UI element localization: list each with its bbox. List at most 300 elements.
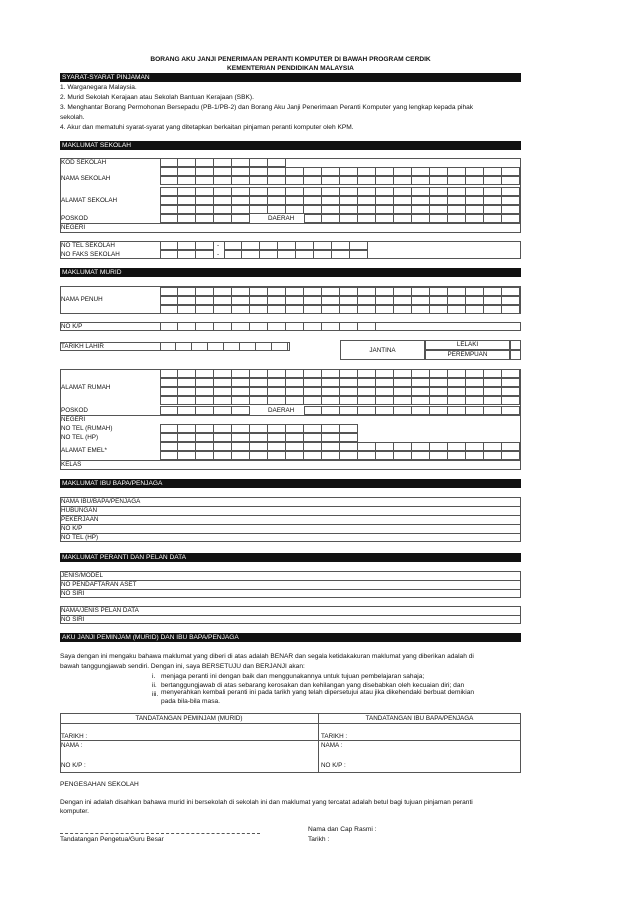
input-cell[interactable] <box>214 187 232 196</box>
input-cell[interactable] <box>196 241 214 250</box>
input-cell[interactable] <box>160 205 178 214</box>
input-cell[interactable] <box>394 187 412 196</box>
input-cell[interactable] <box>160 378 178 387</box>
emel-input-2[interactable] <box>160 451 520 460</box>
input-cell[interactable] <box>484 187 502 196</box>
input-cell[interactable] <box>322 176 340 185</box>
input-cell[interactable] <box>232 187 250 196</box>
input-cell[interactable] <box>268 451 286 460</box>
input-cell[interactable] <box>214 442 232 451</box>
input-cell[interactable] <box>250 187 268 196</box>
input-cell[interactable] <box>502 176 520 185</box>
input-cell[interactable] <box>304 442 322 451</box>
input-cell[interactable] <box>358 205 376 214</box>
input-cell[interactable] <box>502 187 520 196</box>
nokp-murid-input[interactable] <box>160 322 376 331</box>
input-cell[interactable] <box>196 451 214 460</box>
input-cell[interactable] <box>304 167 322 176</box>
input-cell[interactable] <box>240 342 256 351</box>
input-cell[interactable] <box>412 196 430 205</box>
input-cell[interactable] <box>196 378 214 387</box>
input-cell[interactable] <box>448 176 466 185</box>
input-cell[interactable] <box>484 176 502 185</box>
input-cell[interactable] <box>448 214 466 223</box>
input-cell[interactable] <box>430 305 448 314</box>
input-cell[interactable] <box>484 205 502 214</box>
tel-sekolah-prefix[interactable] <box>160 241 214 250</box>
input-cell[interactable] <box>178 305 196 314</box>
input-cell[interactable] <box>178 214 196 223</box>
input-cell[interactable] <box>304 451 322 460</box>
input-cell[interactable] <box>160 369 178 378</box>
input-cell[interactable] <box>430 387 448 396</box>
input-cell[interactable] <box>304 378 322 387</box>
input-cell[interactable] <box>196 406 214 415</box>
input-cell[interactable] <box>322 287 340 296</box>
input-cell[interactable] <box>448 451 466 460</box>
input-cell[interactable] <box>448 287 466 296</box>
input-cell[interactable] <box>412 442 430 451</box>
input-cell[interactable] <box>286 451 304 460</box>
input-cell[interactable] <box>196 369 214 378</box>
input-cell[interactable] <box>448 369 466 378</box>
input-cell[interactable] <box>340 176 358 185</box>
input-cell[interactable] <box>160 196 178 205</box>
input-cell[interactable] <box>286 378 304 387</box>
input-cell[interactable] <box>286 305 304 314</box>
input-cell[interactable] <box>304 187 322 196</box>
input-cell[interactable] <box>232 396 250 405</box>
input-cell[interactable] <box>178 442 196 451</box>
input-cell[interactable] <box>484 387 502 396</box>
input-cell[interactable] <box>376 287 394 296</box>
input-cell[interactable] <box>268 369 286 378</box>
input-cell[interactable] <box>214 214 232 223</box>
input-cell[interactable] <box>304 214 322 223</box>
input-cell[interactable] <box>340 187 358 196</box>
input-cell[interactable] <box>196 433 214 442</box>
input-cell[interactable] <box>286 167 304 176</box>
input-cell[interactable] <box>232 205 250 214</box>
input-cell[interactable] <box>340 287 358 296</box>
input-cell[interactable] <box>196 442 214 451</box>
input-cell[interactable] <box>250 378 268 387</box>
input-cell[interactable] <box>394 451 412 460</box>
input-cell[interactable] <box>268 305 286 314</box>
input-cell[interactable] <box>286 205 304 214</box>
input-cell[interactable] <box>394 196 412 205</box>
input-cell[interactable] <box>484 406 502 415</box>
input-cell[interactable] <box>178 396 196 405</box>
input-cell[interactable] <box>340 322 358 331</box>
input-cell[interactable] <box>358 287 376 296</box>
input-cell[interactable] <box>466 451 484 460</box>
input-cell[interactable] <box>196 296 214 305</box>
input-cell[interactable] <box>376 176 394 185</box>
input-cell[interactable] <box>340 369 358 378</box>
input-cell[interactable] <box>196 205 214 214</box>
input-cell[interactable] <box>376 205 394 214</box>
input-cell[interactable] <box>192 342 208 351</box>
input-cell[interactable] <box>250 451 268 460</box>
input-cell[interactable] <box>260 250 278 259</box>
input-cell[interactable] <box>412 176 430 185</box>
input-cell[interactable] <box>160 424 178 433</box>
input-cell[interactable] <box>322 296 340 305</box>
input-cell[interactable] <box>430 451 448 460</box>
input-cell[interactable] <box>196 250 214 259</box>
input-cell[interactable] <box>304 396 322 405</box>
input-cell[interactable] <box>250 158 268 167</box>
input-cell[interactable] <box>340 442 358 451</box>
input-cell[interactable] <box>466 167 484 176</box>
input-cell[interactable] <box>214 287 232 296</box>
input-cell[interactable] <box>196 305 214 314</box>
input-cell[interactable] <box>430 396 448 405</box>
perempuan-checkbox[interactable] <box>510 350 521 360</box>
input-cell[interactable] <box>196 187 214 196</box>
input-cell[interactable] <box>268 296 286 305</box>
input-cell[interactable] <box>160 396 178 405</box>
input-cell[interactable] <box>350 250 368 259</box>
input-cell[interactable] <box>466 305 484 314</box>
input-cell[interactable] <box>412 296 430 305</box>
input-cell[interactable] <box>242 250 260 259</box>
input-cell[interactable] <box>430 167 448 176</box>
input-cell[interactable] <box>296 250 314 259</box>
input-cell[interactable] <box>160 387 178 396</box>
input-cell[interactable] <box>232 369 250 378</box>
input-cell[interactable] <box>160 305 178 314</box>
input-cell[interactable] <box>448 187 466 196</box>
input-cell[interactable] <box>268 176 286 185</box>
input-cell[interactable] <box>160 176 178 185</box>
input-cell[interactable] <box>250 305 268 314</box>
input-cell[interactable] <box>214 296 232 305</box>
input-cell[interactable] <box>160 451 178 460</box>
input-cell[interactable] <box>332 250 350 259</box>
input-cell[interactable] <box>232 296 250 305</box>
input-cell[interactable] <box>322 433 340 442</box>
input-cell[interactable] <box>304 287 322 296</box>
input-cell[interactable] <box>466 196 484 205</box>
nama-sekolah-input-2[interactable] <box>160 176 520 185</box>
alamat-sekolah-input-2[interactable] <box>160 196 520 205</box>
input-cell[interactable] <box>232 167 250 176</box>
input-cell[interactable] <box>232 406 250 415</box>
input-cell[interactable] <box>502 167 520 176</box>
input-cell[interactable] <box>322 424 340 433</box>
input-cell[interactable] <box>214 387 232 396</box>
input-cell[interactable] <box>178 424 196 433</box>
alamat-rumah-input-1[interactable] <box>160 369 520 378</box>
input-cell[interactable] <box>376 196 394 205</box>
input-cell[interactable] <box>286 442 304 451</box>
input-cell[interactable] <box>412 378 430 387</box>
input-cell[interactable] <box>394 205 412 214</box>
input-cell[interactable] <box>412 205 430 214</box>
input-cell[interactable] <box>322 187 340 196</box>
input-cell[interactable] <box>376 406 394 415</box>
input-cell[interactable] <box>394 378 412 387</box>
input-cell[interactable] <box>376 369 394 378</box>
input-cell[interactable] <box>376 387 394 396</box>
input-cell[interactable] <box>286 424 304 433</box>
input-cell[interactable] <box>448 406 466 415</box>
input-cell[interactable] <box>160 433 178 442</box>
input-cell[interactable] <box>232 424 250 433</box>
input-cell[interactable] <box>430 205 448 214</box>
alamat-sekolah-input-3[interactable] <box>160 205 520 214</box>
input-cell[interactable] <box>358 305 376 314</box>
faks-sekolah-number[interactable] <box>224 250 368 259</box>
input-cell[interactable] <box>358 214 376 223</box>
input-cell[interactable] <box>340 433 358 442</box>
input-cell[interactable] <box>322 451 340 460</box>
tarikh-lahir-input[interactable] <box>160 342 288 351</box>
input-cell[interactable] <box>358 387 376 396</box>
input-cell[interactable] <box>466 442 484 451</box>
input-cell[interactable] <box>502 406 520 415</box>
input-cell[interactable] <box>196 167 214 176</box>
input-cell[interactable] <box>412 387 430 396</box>
poskod-rumah-input[interactable] <box>160 406 250 415</box>
input-cell[interactable] <box>322 322 340 331</box>
input-cell[interactable] <box>322 305 340 314</box>
input-cell[interactable] <box>250 369 268 378</box>
input-cell[interactable] <box>232 451 250 460</box>
input-cell[interactable] <box>286 396 304 405</box>
alamat-rumah-input-3[interactable] <box>160 387 520 396</box>
input-cell[interactable] <box>178 378 196 387</box>
input-cell[interactable] <box>484 196 502 205</box>
input-cell[interactable] <box>214 406 232 415</box>
daerah-rumah-input[interactable] <box>304 406 520 415</box>
input-cell[interactable] <box>412 167 430 176</box>
input-cell[interactable] <box>358 396 376 405</box>
input-cell[interactable] <box>502 378 520 387</box>
input-cell[interactable] <box>430 406 448 415</box>
input-cell[interactable] <box>466 369 484 378</box>
input-cell[interactable] <box>296 241 314 250</box>
input-cell[interactable] <box>160 214 178 223</box>
input-cell[interactable] <box>358 196 376 205</box>
input-cell[interactable] <box>358 322 376 331</box>
input-cell[interactable] <box>448 296 466 305</box>
input-cell[interactable] <box>160 158 178 167</box>
input-cell[interactable] <box>268 442 286 451</box>
input-cell[interactable] <box>484 296 502 305</box>
input-cell[interactable] <box>448 387 466 396</box>
input-cell[interactable] <box>376 442 394 451</box>
input-cell[interactable] <box>322 205 340 214</box>
input-cell[interactable] <box>250 205 268 214</box>
input-cell[interactable] <box>196 176 214 185</box>
input-cell[interactable] <box>250 167 268 176</box>
input-cell[interactable] <box>214 378 232 387</box>
input-cell[interactable] <box>178 406 196 415</box>
input-cell[interactable] <box>430 378 448 387</box>
input-cell[interactable] <box>268 378 286 387</box>
input-cell[interactable] <box>466 396 484 405</box>
input-cell[interactable] <box>466 296 484 305</box>
input-cell[interactable] <box>214 205 232 214</box>
nama-penuh-input-3[interactable] <box>160 305 520 314</box>
input-cell[interactable] <box>268 187 286 196</box>
input-cell[interactable] <box>178 322 196 331</box>
input-cell[interactable] <box>358 451 376 460</box>
input-cell[interactable] <box>412 406 430 415</box>
input-cell[interactable] <box>178 369 196 378</box>
input-cell[interactable] <box>322 442 340 451</box>
input-cell[interactable] <box>502 205 520 214</box>
daerah-sekolah-input[interactable] <box>304 214 520 223</box>
input-cell[interactable] <box>304 296 322 305</box>
input-cell[interactable] <box>214 167 232 176</box>
input-cell[interactable] <box>358 442 376 451</box>
input-cell[interactable] <box>214 424 232 433</box>
input-cell[interactable] <box>286 387 304 396</box>
input-cell[interactable] <box>376 396 394 405</box>
input-cell[interactable] <box>466 187 484 196</box>
nama-sekolah-input-1[interactable] <box>160 167 520 176</box>
input-cell[interactable] <box>196 424 214 433</box>
input-cell[interactable] <box>394 214 412 223</box>
input-cell[interactable] <box>304 196 322 205</box>
input-cell[interactable] <box>340 406 358 415</box>
input-cell[interactable] <box>250 387 268 396</box>
input-cell[interactable] <box>340 451 358 460</box>
input-cell[interactable] <box>502 396 520 405</box>
input-cell[interactable] <box>250 424 268 433</box>
input-cell[interactable] <box>286 296 304 305</box>
input-cell[interactable] <box>268 287 286 296</box>
input-cell[interactable] <box>268 196 286 205</box>
input-cell[interactable] <box>466 214 484 223</box>
input-cell[interactable] <box>502 214 520 223</box>
input-cell[interactable] <box>160 406 178 415</box>
input-cell[interactable] <box>160 187 178 196</box>
input-cell[interactable] <box>502 287 520 296</box>
input-cell[interactable] <box>502 196 520 205</box>
input-cell[interactable] <box>430 214 448 223</box>
input-cell[interactable] <box>214 176 232 185</box>
input-cell[interactable] <box>304 424 322 433</box>
input-cell[interactable] <box>286 176 304 185</box>
input-cell[interactable] <box>484 369 502 378</box>
input-cell[interactable] <box>178 296 196 305</box>
input-cell[interactable] <box>466 387 484 396</box>
input-cell[interactable] <box>224 342 240 351</box>
input-cell[interactable] <box>466 176 484 185</box>
input-cell[interactable] <box>340 214 358 223</box>
input-cell[interactable] <box>160 322 178 331</box>
input-cell[interactable] <box>232 442 250 451</box>
input-cell[interactable] <box>502 451 520 460</box>
input-cell[interactable] <box>304 305 322 314</box>
input-cell[interactable] <box>214 322 232 331</box>
input-cell[interactable] <box>256 342 272 351</box>
input-cell[interactable] <box>430 196 448 205</box>
input-cell[interactable] <box>466 205 484 214</box>
input-cell[interactable] <box>178 158 196 167</box>
input-cell[interactable] <box>358 167 376 176</box>
input-cell[interactable] <box>322 369 340 378</box>
input-cell[interactable] <box>322 378 340 387</box>
input-cell[interactable] <box>304 369 322 378</box>
input-cell[interactable] <box>502 305 520 314</box>
input-cell[interactable] <box>250 287 268 296</box>
input-cell[interactable] <box>394 296 412 305</box>
input-cell[interactable] <box>178 241 196 250</box>
input-cell[interactable] <box>484 378 502 387</box>
input-cell[interactable] <box>160 250 178 259</box>
input-cell[interactable] <box>286 369 304 378</box>
input-cell[interactable] <box>314 241 332 250</box>
input-cell[interactable] <box>484 305 502 314</box>
input-cell[interactable] <box>322 396 340 405</box>
input-cell[interactable] <box>350 241 368 250</box>
input-cell[interactable] <box>178 451 196 460</box>
input-cell[interactable] <box>484 214 502 223</box>
input-cell[interactable] <box>268 158 286 167</box>
input-cell[interactable] <box>376 187 394 196</box>
input-cell[interactable] <box>278 250 296 259</box>
input-cell[interactable] <box>214 396 232 405</box>
input-cell[interactable] <box>322 214 340 223</box>
input-cell[interactable] <box>160 442 178 451</box>
input-cell[interactable] <box>178 167 196 176</box>
input-cell[interactable] <box>196 196 214 205</box>
input-cell[interactable] <box>286 322 304 331</box>
input-cell[interactable] <box>268 387 286 396</box>
input-cell[interactable] <box>484 442 502 451</box>
input-cell[interactable] <box>268 322 286 331</box>
input-cell[interactable] <box>196 396 214 405</box>
alamat-rumah-input-4[interactable] <box>160 396 520 405</box>
tel-rumah-input[interactable] <box>160 424 358 433</box>
input-cell[interactable] <box>484 167 502 176</box>
input-cell[interactable] <box>232 305 250 314</box>
input-cell[interactable] <box>376 296 394 305</box>
input-cell[interactable] <box>430 442 448 451</box>
faks-sekolah-prefix[interactable] <box>160 250 214 259</box>
input-cell[interactable] <box>412 369 430 378</box>
kod-sekolah-input[interactable] <box>160 158 286 167</box>
input-cell[interactable] <box>178 287 196 296</box>
input-cell[interactable] <box>314 250 332 259</box>
input-cell[interactable] <box>304 433 322 442</box>
input-cell[interactable] <box>430 176 448 185</box>
input-cell[interactable] <box>448 396 466 405</box>
input-cell[interactable] <box>394 369 412 378</box>
input-cell[interactable] <box>250 396 268 405</box>
input-cell[interactable] <box>196 287 214 296</box>
input-cell[interactable] <box>466 406 484 415</box>
input-cell[interactable] <box>286 196 304 205</box>
input-cell[interactable] <box>394 287 412 296</box>
input-cell[interactable] <box>466 378 484 387</box>
input-cell[interactable] <box>250 296 268 305</box>
input-cell[interactable] <box>260 241 278 250</box>
input-cell[interactable] <box>394 387 412 396</box>
input-cell[interactable] <box>286 187 304 196</box>
poskod-sekolah-input[interactable] <box>160 214 250 223</box>
input-cell[interactable] <box>304 387 322 396</box>
input-cell[interactable] <box>322 196 340 205</box>
input-cell[interactable] <box>232 287 250 296</box>
input-cell[interactable] <box>412 187 430 196</box>
